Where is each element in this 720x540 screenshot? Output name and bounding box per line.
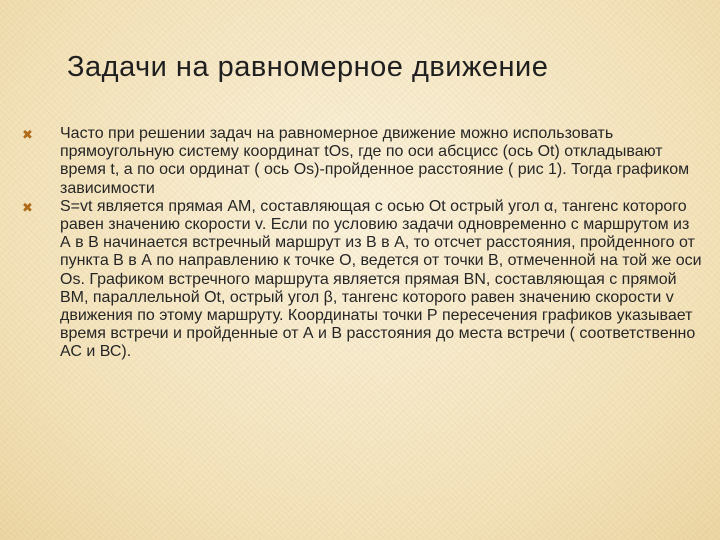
bullet-x-icon: ✖ xyxy=(22,127,33,142)
bullet-item xyxy=(22,125,702,198)
bullet-text: Часто при решении задач на равномерное движение можно использовать прямоугольную систему координат tOs, где по оси абсцисс (ось Ot) откладывают время t, а по оси ординат ( ось Os)-пройденное расстояние ( рис 1). Тогда графиком зависимости xyxy=(60,125,690,197)
bullet-text: S=vt является прямая АМ, составляющая с осью Ot острый угол α, тангенс которого равен значению скорости v. Если по условию задачи одновременно с маршрутом из А в В начинается встречный маршрут из В в А, то отсчет расстояния, пройденного от пункта В в А по направлению к точке О, ведется от точки В, отмеченной на той же оси Os. Графиком встречного маршрута является прямая BN, составляющая с прямой ВМ, параллельной Ot, острый угол β, тангенс которого равен значению скорости v движения по этому маршруту. Координаты точки Р пересечения графиков указывает время встречи и пройденные от А и В расстояния до места встречи ( соответственно АС и ВС). xyxy=(60,197,702,361)
bullet-x-icon: ✖ xyxy=(22,199,33,215)
slide-title: Задачи на равномерное движение xyxy=(67,51,549,83)
slide-content xyxy=(22,125,702,362)
bullet-item xyxy=(22,198,702,362)
